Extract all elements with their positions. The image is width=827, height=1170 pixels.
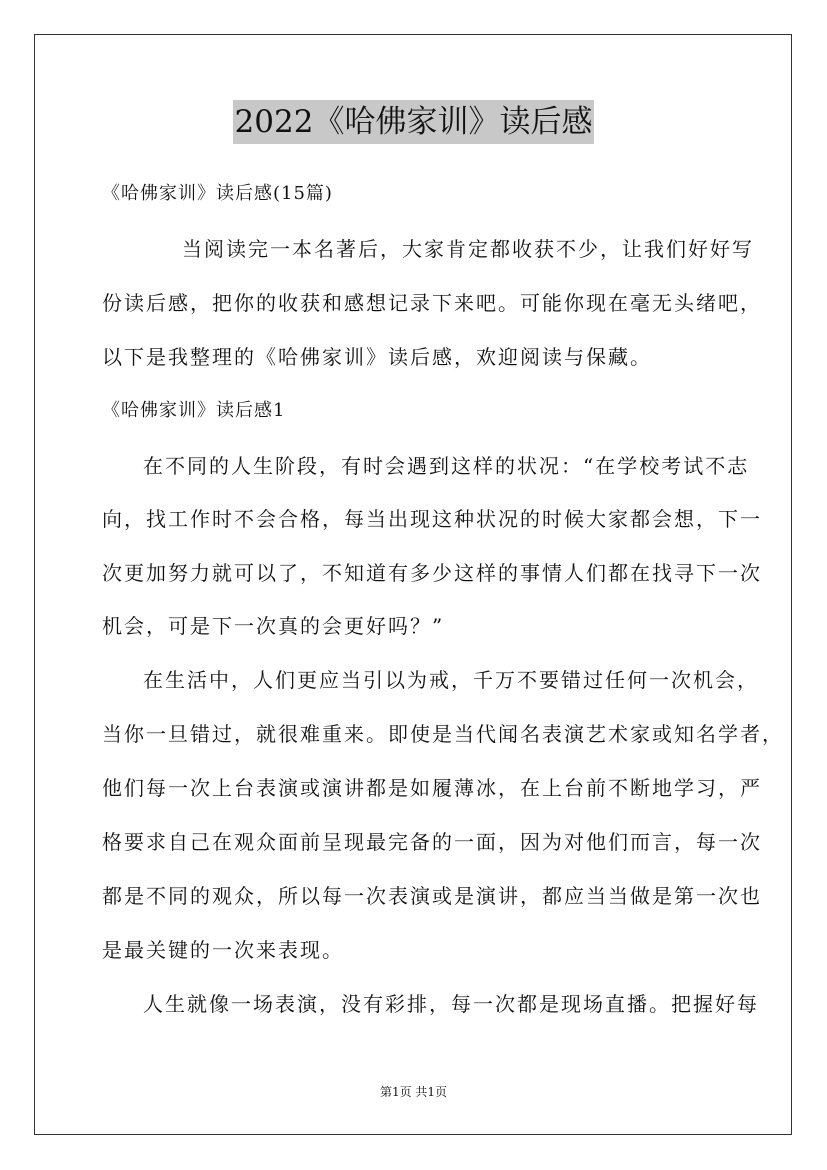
intro-line-1: 当阅读完一本名著后，大家肯定都收获不少，让我们好好写 xyxy=(182,237,754,261)
document-title: 2022《哈佛家训》读后感 xyxy=(233,100,595,144)
paragraph-1-line-3: 次更加努力就可以了，不知道有多少这样的事情人们都在找寻下一次 xyxy=(102,561,762,585)
subtitle: 《哈佛家训》读后感(15篇) xyxy=(102,183,333,204)
section-heading: 《哈佛家训》读后感1 xyxy=(102,400,286,421)
document-title-wrap xyxy=(0,100,827,144)
page-footer: 第1页 共1页 xyxy=(379,1085,448,1099)
paragraph-3-line-1: 人生就像一场表演，没有彩排，每一次都是现场直播。把握好每 xyxy=(143,992,759,1016)
paragraph-2-line-6: 是最关键的一次来表现。 xyxy=(102,938,344,962)
paragraph-1-line-2: 向，找工作时不会合格，每当出现这种状况的时候大家都会想，下一 xyxy=(102,507,762,531)
paragraph-1-line-4: 机会，可是下一次真的会更好吗？” xyxy=(102,614,445,638)
paragraph-2-line-4: 格要求自己在观众面前呈现最完备的一面，因为对他们而言，每一次 xyxy=(102,830,762,854)
intro-line-2: 份读后感，把你的收获和感想记录下来吧。可能你现在毫无头绪吧， xyxy=(102,291,762,315)
paragraph-2-line-2: 当你一旦错过，就很难重来。即使是当代闻名表演艺术家或知名学者， xyxy=(102,722,784,746)
paragraph-2-line-1: 在生活中，人们更应当引以为戒，千万不要错过任何一次机会， xyxy=(143,668,759,692)
intro-line-3: 以下是我整理的《哈佛家训》读后感，欢迎阅读与保藏。 xyxy=(102,345,652,369)
paragraph-1-line-1: 在不同的人生阶段，有时会遇到这样的状况：“在学校考试不志 xyxy=(143,454,750,478)
paragraph-2-line-3: 他们每一次上台表演或演讲都是如履薄冰，在上台前不断地学习，严 xyxy=(102,776,762,800)
paragraph-2-line-5: 都是不同的观众，所以每一次表演或是演讲，都应当当做是第一次也 xyxy=(102,884,762,908)
